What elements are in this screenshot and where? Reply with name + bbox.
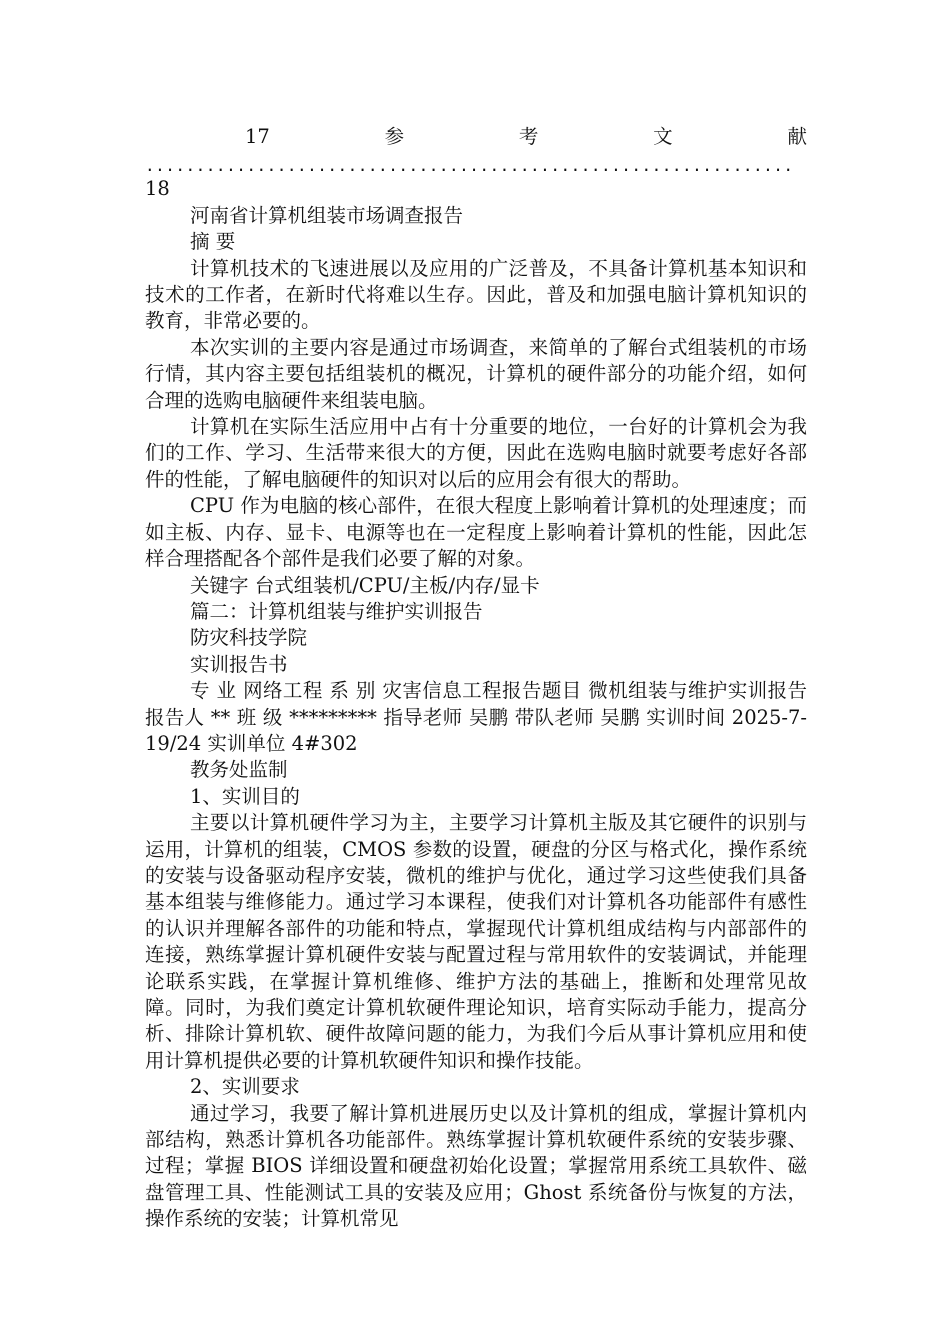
toc-title-char: 参 [384, 125, 405, 148]
toc-title-char: 文 [653, 125, 673, 148]
paragraph: 计算机在实际生活应用中占有十分重要的地位，一台好的计算机会为我们的工作、学习、生活带来很大的方便，因此在选购电脑时就要考虑好各部件的性能，了解电脑硬件的知识对以后的应用会有很大的帮助。 [145, 415, 807, 491]
paragraph: CPU 作为电脑的核心部件，在很大程度上影响着计算机的处理速度；而如主板、内存、显卡、电源等也在一定程度上影响着计算机的性能，因此怎样合理搭配各个部件是我们必要了解的对象。 [145, 494, 807, 571]
text-line: 2、实训要求 [190, 1075, 300, 1099]
toc-next-page-number: 18 [145, 177, 170, 201]
paragraph: 主要以计算机硬件学习为主，主要学习计算机主版及其它硬件的识别与运用，计算机的组装，CMOS 参数的设置，硬盘的分区与格式化，操作系统的安装与设备驱动程序安装，微机的维护与优化，通过学习这些使我们具备基本组装与维修能力。通过学习本课程，使我们对计算机各功能部件有感性的认识并理解各部件的功能和特点，掌握现代计算机组成结构与内部部件的连接，熟练掌握计算机硬件安装与配置过程与常用软件的安装调试，并能理论联系实践，在掌握计算机维修、维护方法的基础上，推断和处理常见故障。同时，为我们奠定计算机软硬件理论知识，培育实际动手能力，提高分析、排除计算机软、硬件故障问题的能力，为我们今后从事计算机应用和使用计算机提供必要的计算机软硬件知识和操作技能。 [145, 811, 807, 1072]
text-line: 教务处监制 [190, 758, 288, 782]
text-line: 河南省计算机组装市场调查报告 [190, 203, 464, 227]
toc-entry-references[interactable] [145, 124, 807, 150]
paragraph: 专 业 网络工程 系 别 灾害信息工程报告题目 微机组装与维护实训报告 报告人 ** 班 级 ********* 指导老师 吴鹏 带队老师 吴鹏 实训时间 2025-7-19/24 实训单位 4#302 [145, 679, 807, 755]
text-line: 篇二：计算机组装与维护实训报告 [190, 599, 483, 623]
paragraph: 通过学习，我要了解计算机进展历史以及计算机的组成，掌握计算机内部结构，熟悉计算机各功能部件。熟练掌握计算机软硬件系统的安装步骤、过程；掌握 BIOS 详细设置和硬盘初始化设置；掌握常用系统工具软件、磁盘管理工具、性能测试工具的安装及应用；Ghost 系统备份与恢复的方法，操作系统的安装；计算机常见 [145, 1101, 807, 1231]
paragraph: 计算机技术的飞速进展以及应用的广泛普及，不具备计算机基本知识和技术的工作者，在新时代将难以生存。因此，普及和加强电脑计算机知识的教育，非常必要的。 [145, 256, 807, 333]
text-line: 1、实训目的 [190, 784, 300, 808]
text-line: 关键字 台式组装机/CPU/主板/内存/显卡 [190, 573, 540, 597]
toc-title-char: 考 [518, 125, 539, 148]
document-page [145, 120, 807, 1233]
text-line: 防灾科技学院 [190, 626, 308, 650]
text-line: 摘 要 [190, 230, 236, 254]
paragraph: 本次实训的主要内容是通过市场调查，来简单的了解台式组装机的市场行情，其内容主要包括组装机的概况，计算机的硬件部分的功能介绍，如何合理的选购电脑硬件来组装电脑。 [145, 335, 807, 412]
text-line: 实训报告书 [190, 652, 288, 676]
body-text [145, 203, 807, 1233]
toc-page-number: 17 [245, 125, 270, 148]
toc-dot-leader: ................................................................ [145, 156, 794, 176]
toc-title-char: 献 [787, 125, 807, 148]
